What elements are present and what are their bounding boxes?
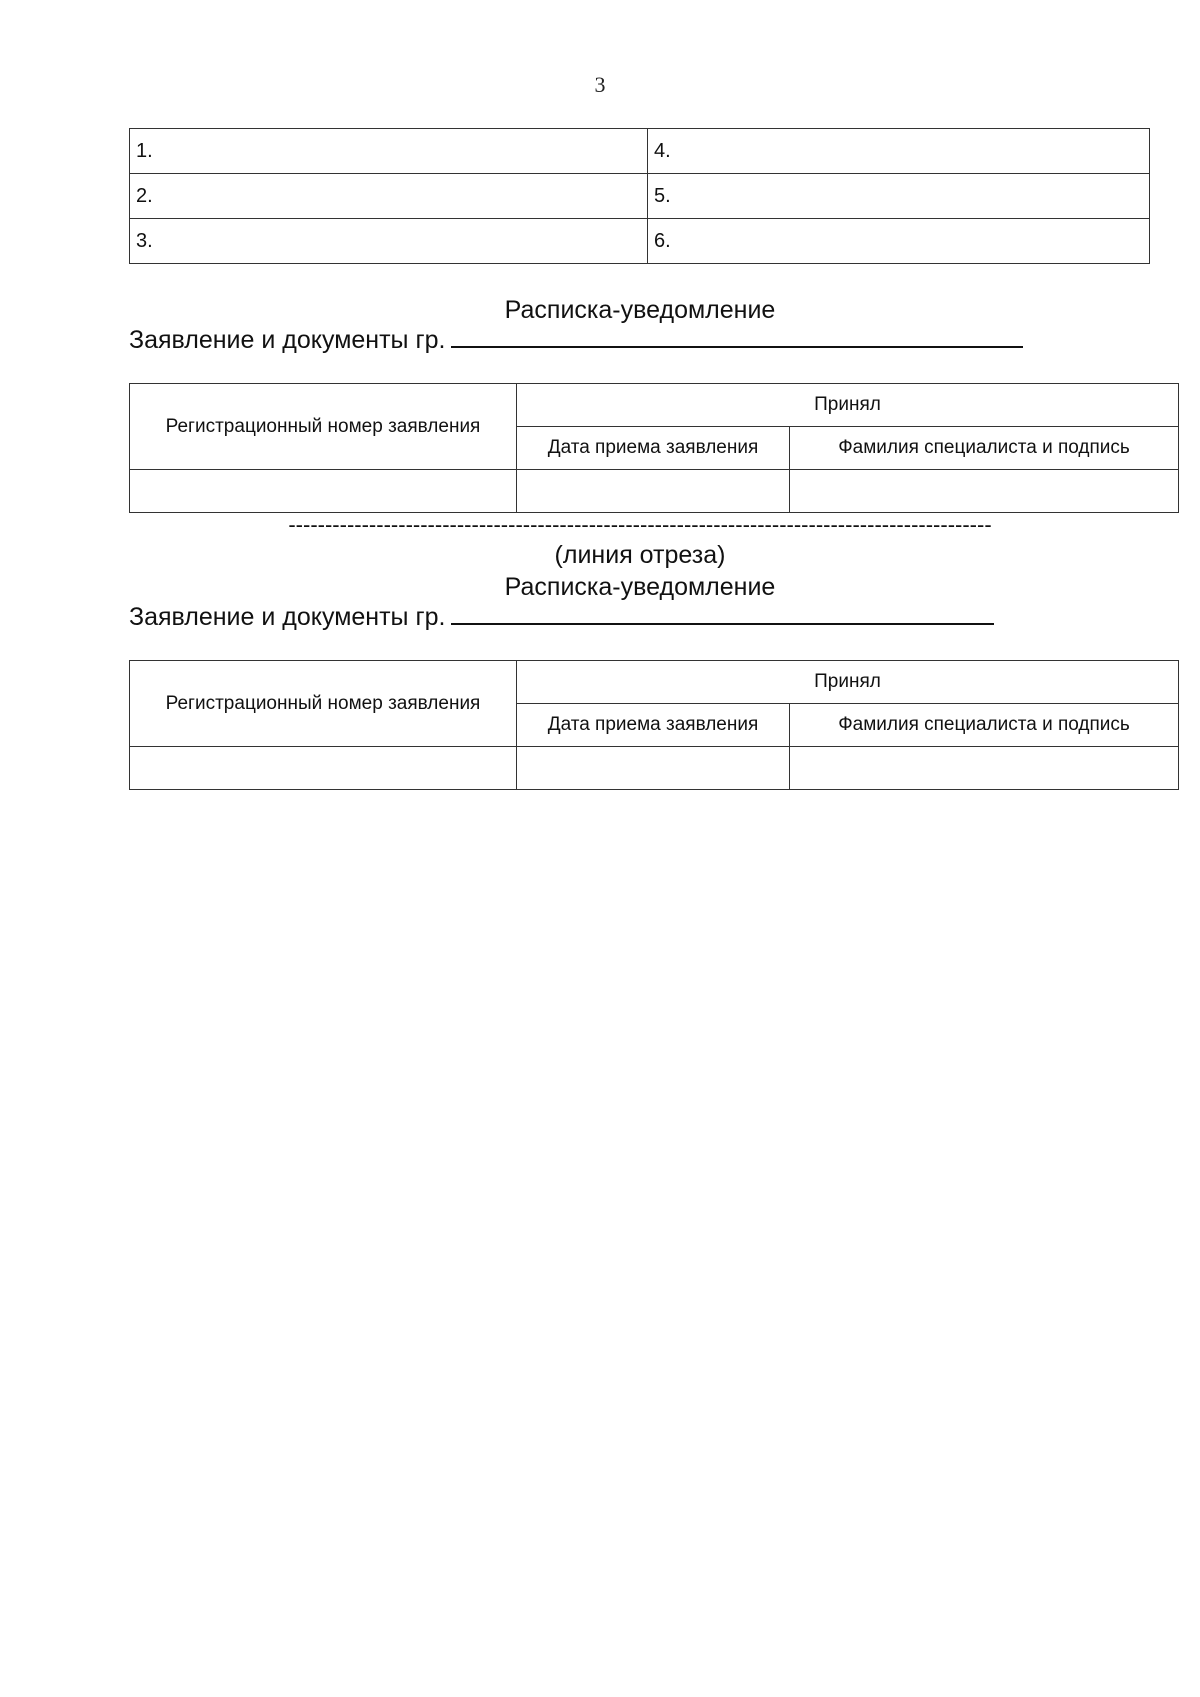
- document-item-6[interactable]: 6.: [648, 219, 1150, 264]
- table-row: [130, 384, 1179, 427]
- specialist-header: Фамилия специалиста и подпись: [790, 704, 1179, 747]
- table-row: [130, 219, 1150, 264]
- date-cell[interactable]: [517, 747, 790, 790]
- reg-number-header: Регистрационный номер заявления: [130, 661, 517, 747]
- table-row: [130, 470, 1179, 513]
- receipt-table: [129, 660, 1179, 790]
- receipt-statement: [129, 601, 994, 632]
- date-header: Дата приема заявления: [517, 704, 790, 747]
- reg-number-header: Регистрационный номер заявления: [130, 384, 517, 470]
- statement-label: Заявление и документы гр.: [129, 603, 446, 631]
- document-item-3[interactable]: 3.: [130, 219, 648, 264]
- table-row: [130, 129, 1150, 174]
- page-number: 3: [594, 72, 606, 97]
- document-list-table: [129, 128, 1150, 264]
- table-row: [130, 174, 1150, 219]
- table-row: [130, 747, 1179, 790]
- cut-line-caption: (линия отреза): [554, 541, 726, 569]
- specialist-header: Фамилия специалиста и подпись: [790, 427, 1179, 470]
- date-cell[interactable]: [517, 470, 790, 513]
- statement-label: Заявление и документы гр.: [129, 326, 446, 354]
- accepted-header: Принял: [517, 661, 1179, 704]
- accepted-header: Принял: [517, 384, 1179, 427]
- receipt-table: [129, 383, 1179, 513]
- document-item-2[interactable]: 2.: [130, 174, 648, 219]
- specialist-cell[interactable]: [790, 747, 1179, 790]
- document-item-1[interactable]: 1.: [130, 129, 648, 174]
- reg-number-cell[interactable]: [130, 470, 517, 513]
- cut-line: ------------------------------------------------------------------------------------------------: [288, 513, 992, 537]
- receipt-title: Расписка-уведомление: [504, 296, 776, 324]
- reg-number-cell[interactable]: [130, 747, 517, 790]
- table-row: [130, 661, 1179, 704]
- applicant-name-field[interactable]: [451, 601, 994, 625]
- specialist-cell[interactable]: [790, 470, 1179, 513]
- receipt-title: Расписка-уведомление: [504, 573, 776, 601]
- applicant-name-field[interactable]: [451, 324, 1023, 348]
- receipt-statement: [129, 324, 1023, 355]
- document-item-5[interactable]: 5.: [648, 174, 1150, 219]
- date-header: Дата приема заявления: [517, 427, 790, 470]
- document-item-4[interactable]: 4.: [648, 129, 1150, 174]
